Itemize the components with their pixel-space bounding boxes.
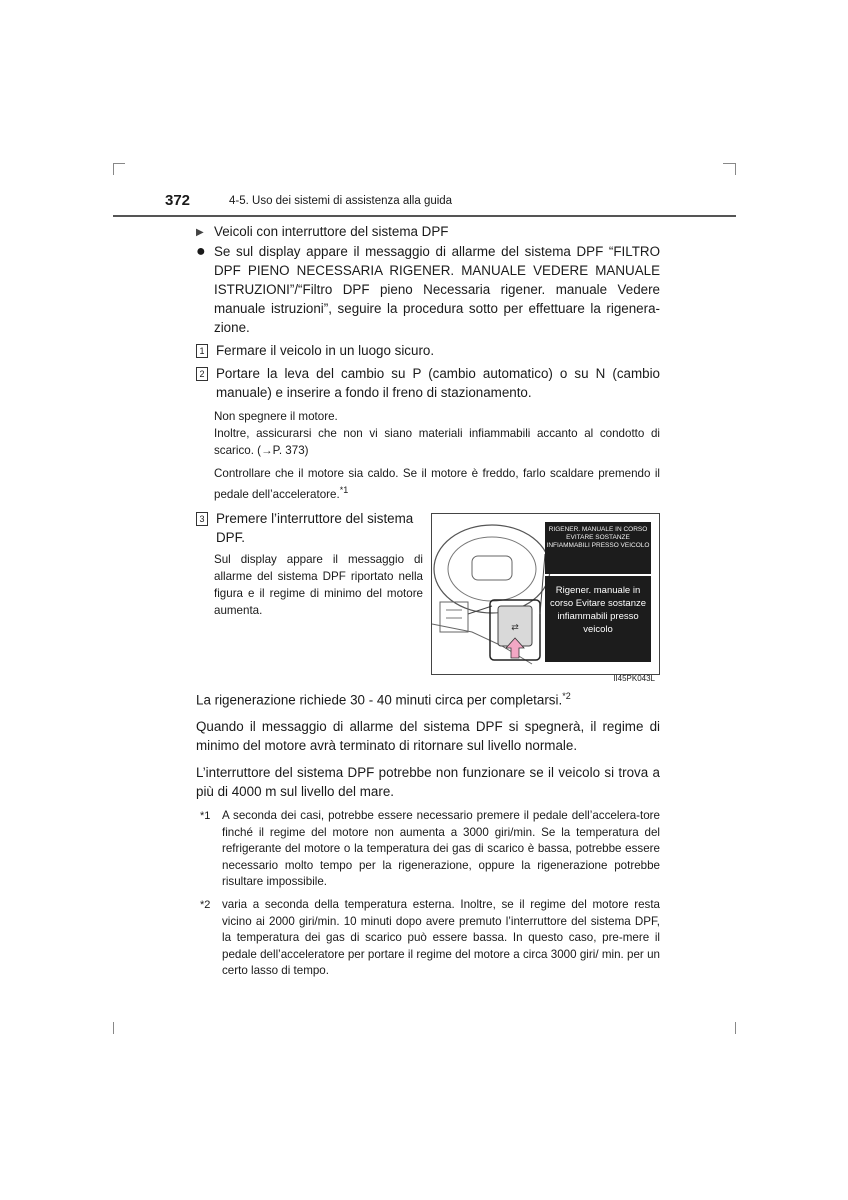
bullet-text: Se sul display appare il messaggio di allarme del sistema DPF “FILTRO DPF PIENO NECESSARIA RIGENER. MANUALE VEDERE MANUALE ISTRUZIONI”/“Filtro DPF pieno Necessaria rigener. manuale Vedere manuale istruzioni”, seguire la procedura sotto per effettuare la rigenera-zione. [214, 244, 660, 335]
warning-message-small: RIGENER. MANUALE IN CORSO EVITARE SOSTANZE INFIAMMABILI PRESSO VEICOLO [545, 522, 651, 574]
warning-message-large: Rigener. manuale in corso Evitare sostanze infiammabili presso veicolo [545, 576, 651, 662]
step-3 [196, 509, 660, 683]
step-text: Fermare il veicolo in un luogo sicuro. [216, 343, 435, 358]
paragraph-1-text: La rigenerazione richiede 30 - 40 minuti circa per completarsi. [196, 692, 563, 708]
note-1: Non spegnere il motore. [214, 410, 338, 423]
crop-mark [113, 1022, 114, 1034]
step-3-text-block [196, 509, 423, 675]
subheading [196, 222, 660, 242]
triangle-icon: ▶ [196, 227, 204, 238]
footnote-1 [200, 808, 660, 890]
dashboard-figure [431, 513, 660, 683]
note-3-text: Controllare che il motore sia caldo. Se il motore è freddo, farlo scaldare premendo il pedale dell’acceleratore. [214, 467, 660, 501]
page-number: 372 [165, 192, 191, 209]
paragraph-1 [196, 687, 660, 709]
step-text: Premere l’interruttore del sistema DPF. [216, 510, 414, 545]
crop-mark [735, 1022, 736, 1034]
step-3-note: Sul display appare il messaggio di allarme del sistema DPF riportato nella figura e il regime di minimo del motore aumenta. [214, 552, 423, 617]
header-rule [113, 215, 736, 217]
step-2 [196, 364, 660, 402]
footnote-2 [200, 897, 660, 979]
footnote-text: varia a seconda della temperatura esterna. Inoltre, se il regime del motore resta vicino ai 2000 giri/min. 10 minuti dopo avere premuto l’interruttore del sistema DPF, la temperatura dei gas di scarico può essere bassa. In questo caso, pre-mere il pedale dell’acceleratore per portare il regime del motore a circa 3000 giri/ min. per un certo lasso di tempo. [222, 898, 660, 977]
step-text: Portare la leva del cambio su P (cambio automatico) o su N (cambio manuale) e inserire a fondo il freno di stazionamento. [216, 366, 660, 400]
note-2: Inoltre, assicurarsi che non vi siano materiali infiammabili accanto al condotto di scarico. (→P. 373) [214, 427, 660, 457]
footnote-mark: *2 [200, 899, 211, 912]
bullet-item [196, 242, 660, 337]
paragraph-2: Quando il messaggio di allarme del sistema DPF si spegnerà, il regime di minimo del motore avrà terminato di ritornare sul livello normale. [196, 719, 660, 754]
section-title: 4-5. Uso dei sistemi di assistenza alla guida [229, 195, 453, 207]
step-number: 2 [196, 367, 208, 381]
step-number: 3 [196, 512, 208, 526]
bullet-icon: ● [196, 243, 206, 260]
footnote-text: A seconda dei casi, potrebbe essere necessario premere il pedale dell’accelera-tore finché il regime del motore non aumenta a 3000 giri/min. Se la temperatura del refrigerante del motore o la temperatura dei gas di scarico è bassa, potrebbe essere necessario molto tempo per la rigenerazione, oppure la rigenerazione potrebbe risultare impossibile. [222, 809, 660, 888]
footnote-ref: *1 [339, 485, 349, 495]
crop-mark [113, 163, 125, 164]
step-1 [196, 341, 660, 360]
svg-text:⇄: ⇄ [511, 622, 519, 633]
note-3 [214, 465, 660, 503]
figure-code: II45PK043L [613, 673, 655, 683]
step-number: 1 [196, 344, 208, 358]
footnote-ref: *2 [562, 690, 571, 701]
paragraph-3: L’interruttore del sistema DPF potrebbe non funzionare se il veicolo si trova a più di 4000 m sul livello del mare. [196, 765, 660, 800]
crop-mark [723, 163, 735, 164]
crop-mark [113, 163, 114, 175]
crop-mark [735, 163, 736, 175]
subheading-text: Veicoli con interruttore del sistema DPF [214, 224, 449, 239]
page-content [196, 222, 660, 979]
footnote-mark: *1 [200, 810, 211, 823]
